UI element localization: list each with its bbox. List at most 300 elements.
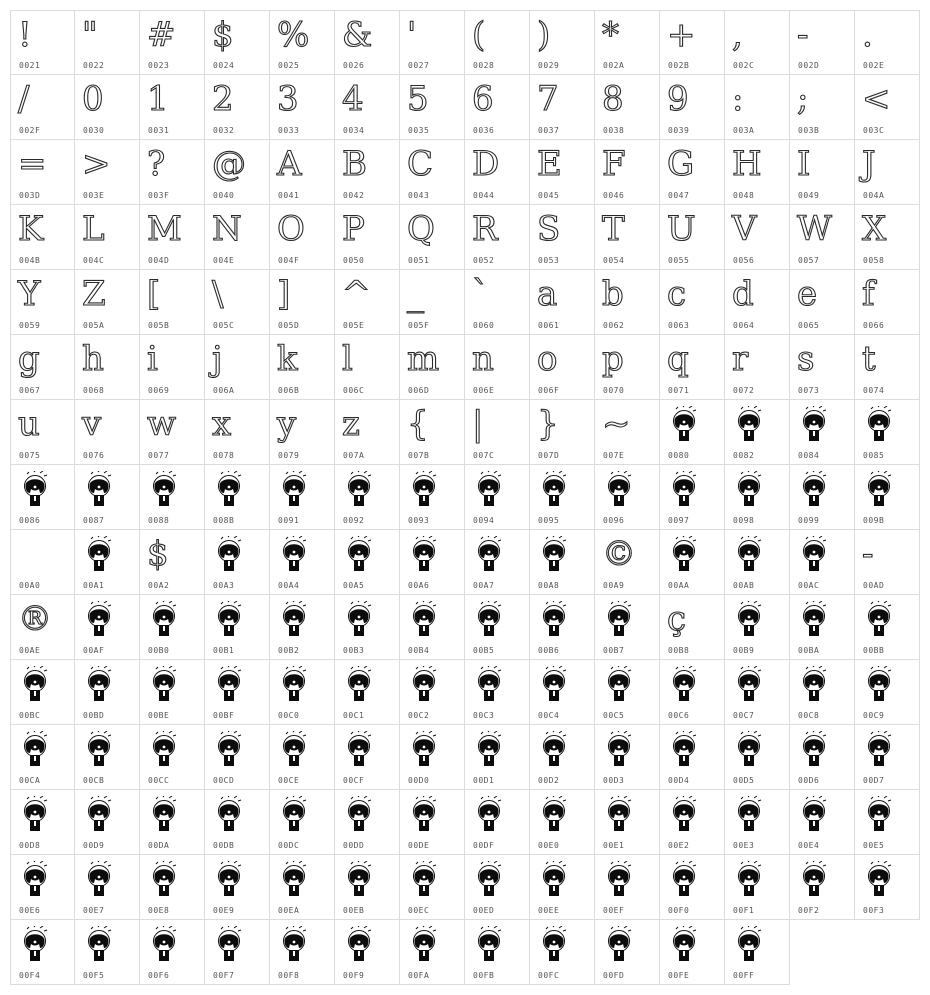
glyph-cell bbox=[205, 595, 270, 660]
glyph-cell bbox=[465, 270, 530, 335]
glyph-cell bbox=[335, 75, 400, 140]
glyph-cell bbox=[595, 205, 660, 270]
glyph-cell bbox=[725, 725, 790, 790]
glyph-code: 007C bbox=[473, 451, 495, 460]
glyph-character: P bbox=[342, 209, 365, 249]
glyph-cell bbox=[270, 725, 335, 790]
glyph-code: 0049 bbox=[798, 191, 820, 200]
glyph-code: 00B1 bbox=[213, 646, 235, 655]
glyph-code: 00F0 bbox=[668, 906, 690, 915]
glyph-character: + bbox=[667, 15, 696, 55]
glyph-code: 0050 bbox=[343, 256, 365, 265]
glyph-cell bbox=[270, 335, 335, 400]
glyph-character: % bbox=[277, 15, 310, 55]
glyph-code: 00FD bbox=[603, 971, 625, 980]
glyph-character: z bbox=[342, 404, 360, 444]
glyph-code: 0062 bbox=[603, 321, 625, 330]
glyph-code: 00F4 bbox=[19, 971, 41, 980]
glyph-code: 00E3 bbox=[733, 841, 755, 850]
glyph-cell bbox=[855, 790, 920, 855]
glyph-cell bbox=[270, 790, 335, 855]
glyph-code: 0038 bbox=[603, 126, 625, 135]
glyph-code: 0026 bbox=[343, 61, 365, 70]
glyph-character: K bbox=[18, 209, 44, 249]
glyph-cell bbox=[725, 595, 790, 660]
glyph-character: ? bbox=[147, 144, 166, 184]
glyph-cell bbox=[10, 10, 75, 75]
glyph-code: 0097 bbox=[668, 516, 690, 525]
glyph-code: 00D2 bbox=[538, 776, 560, 785]
glyph-character: N bbox=[212, 209, 242, 249]
glyph-cell bbox=[205, 335, 270, 400]
glyph-cell bbox=[595, 920, 660, 985]
glyph-cell bbox=[400, 660, 465, 725]
glyph-cell bbox=[855, 270, 920, 335]
glyph-code: 00EC bbox=[408, 906, 430, 915]
glyph-code: 00F1 bbox=[733, 906, 755, 915]
glyph-code: 0029 bbox=[538, 61, 560, 70]
glyph-cell bbox=[595, 335, 660, 400]
glyph-character: 6 bbox=[472, 79, 494, 119]
glyph-code: 0043 bbox=[408, 191, 430, 200]
glyph-code: 00C5 bbox=[603, 711, 625, 720]
glyph-code: 004A bbox=[863, 191, 885, 200]
glyph-code: 0034 bbox=[343, 126, 365, 135]
glyph-cell bbox=[465, 530, 530, 595]
glyph-code: 00EB bbox=[343, 906, 365, 915]
glyph-code: 00A2 bbox=[148, 581, 170, 590]
glyph-cell bbox=[140, 205, 205, 270]
glyph-code: 00AB bbox=[733, 581, 755, 590]
glyph-cell bbox=[205, 75, 270, 140]
glyph-cell bbox=[270, 10, 335, 75]
glyph-code: 00D4 bbox=[668, 776, 690, 785]
glyph-character: y bbox=[277, 404, 297, 444]
glyph-character: D bbox=[472, 144, 500, 184]
glyph-code: 00D8 bbox=[19, 841, 41, 850]
glyph-cell bbox=[10, 400, 75, 465]
glyph-cell bbox=[335, 270, 400, 335]
glyph-character: U bbox=[667, 209, 696, 249]
glyph-code: 00A8 bbox=[538, 581, 560, 590]
glyph-code: 007A bbox=[343, 451, 365, 460]
glyph-cell bbox=[660, 205, 725, 270]
glyph-code: 00A1 bbox=[83, 581, 105, 590]
glyph-code: 00DB bbox=[213, 841, 235, 850]
glyph-character: ~ bbox=[602, 404, 631, 444]
glyph-code: 0098 bbox=[733, 516, 755, 525]
glyph-cell bbox=[270, 75, 335, 140]
glyph-cell bbox=[10, 595, 75, 660]
glyph-cell bbox=[855, 75, 920, 140]
glyph-cell bbox=[270, 530, 335, 595]
glyph-cell bbox=[400, 270, 465, 335]
glyph-cell bbox=[660, 595, 725, 660]
glyph-character: : bbox=[732, 79, 744, 119]
glyph-character: t bbox=[862, 339, 876, 379]
glyph-cell bbox=[10, 270, 75, 335]
glyph-code: 0065 bbox=[798, 321, 820, 330]
glyph-cell bbox=[270, 270, 335, 335]
glyph-cell bbox=[205, 270, 270, 335]
glyph-code: 00D1 bbox=[473, 776, 495, 785]
glyph-cell bbox=[335, 140, 400, 205]
glyph-code: 00E7 bbox=[83, 906, 105, 915]
glyph-code: 0095 bbox=[538, 516, 560, 525]
glyph-code: 00C6 bbox=[668, 711, 690, 720]
glyph-code: 0093 bbox=[408, 516, 430, 525]
glyph-code: 005F bbox=[408, 321, 430, 330]
glyph-cell bbox=[270, 205, 335, 270]
glyph-code: 00A5 bbox=[343, 581, 365, 590]
glyph-cell bbox=[725, 140, 790, 205]
glyph-code: 0092 bbox=[343, 516, 365, 525]
glyph-code: 00BB bbox=[863, 646, 885, 655]
glyph-character: ( bbox=[472, 15, 486, 55]
glyph-character: 3 bbox=[277, 79, 299, 119]
glyph-cell bbox=[335, 205, 400, 270]
glyph-cell bbox=[205, 10, 270, 75]
glyph-cell bbox=[530, 530, 595, 595]
glyph-cell bbox=[10, 75, 75, 140]
glyph-cell bbox=[790, 725, 855, 790]
glyph-code: 003C bbox=[863, 126, 885, 135]
glyph-code: 0051 bbox=[408, 256, 430, 265]
glyph-character: ^ bbox=[342, 274, 371, 314]
glyph-cell bbox=[75, 660, 140, 725]
glyph-cell bbox=[725, 790, 790, 855]
glyph-character: 1 bbox=[147, 79, 169, 119]
glyph-cell bbox=[855, 335, 920, 400]
glyph-code: 00DA bbox=[148, 841, 170, 850]
glyph-cell bbox=[75, 855, 140, 920]
glyph-cell bbox=[660, 10, 725, 75]
glyph-cell bbox=[205, 855, 270, 920]
glyph-cell bbox=[660, 855, 725, 920]
glyph-cell bbox=[400, 465, 465, 530]
glyph-code: 0085 bbox=[863, 451, 885, 460]
glyph-cell bbox=[790, 140, 855, 205]
glyph-character: g bbox=[18, 339, 40, 379]
glyph-cell bbox=[725, 855, 790, 920]
glyph-character: 5 bbox=[407, 79, 429, 119]
glyph-cell bbox=[465, 660, 530, 725]
glyph-cell bbox=[335, 335, 400, 400]
glyph-cell bbox=[75, 530, 140, 595]
glyph-cell bbox=[790, 335, 855, 400]
glyph-character: $ bbox=[147, 534, 169, 574]
glyph-code: 0037 bbox=[538, 126, 560, 135]
glyph-code: 00C9 bbox=[863, 711, 885, 720]
glyph-code: 0042 bbox=[343, 191, 365, 200]
glyph-character: f bbox=[862, 274, 875, 314]
glyph-cell bbox=[530, 660, 595, 725]
glyph-code: 0067 bbox=[19, 386, 41, 395]
glyph-code: 0080 bbox=[668, 451, 690, 460]
glyph-character: 2 bbox=[212, 79, 234, 119]
glyph-code: 0066 bbox=[863, 321, 885, 330]
glyph-code: 00EA bbox=[278, 906, 300, 915]
glyph-character: 8 bbox=[602, 79, 624, 119]
glyph-character: s bbox=[797, 339, 815, 379]
glyph-character: ` bbox=[472, 274, 489, 314]
glyph-cell bbox=[205, 140, 270, 205]
glyph-cell bbox=[530, 855, 595, 920]
glyph-code: 005D bbox=[278, 321, 300, 330]
glyph-code: 0086 bbox=[19, 516, 41, 525]
glyph-code: 0058 bbox=[863, 256, 885, 265]
glyph-code: 00A0 bbox=[19, 581, 41, 590]
glyph-cell bbox=[465, 595, 530, 660]
glyph-cell bbox=[790, 595, 855, 660]
glyph-cell bbox=[790, 660, 855, 725]
glyph-cell bbox=[855, 400, 920, 465]
glyph-cell bbox=[335, 465, 400, 530]
glyph-cell bbox=[140, 660, 205, 725]
glyph-character: T bbox=[602, 209, 625, 249]
glyph-character: L bbox=[82, 209, 105, 249]
glyph-code: 00D6 bbox=[798, 776, 820, 785]
glyph-code: 00CC bbox=[148, 776, 170, 785]
glyph-code: 00AF bbox=[83, 646, 105, 655]
glyph-character: ! bbox=[18, 15, 32, 55]
glyph-character: j bbox=[212, 339, 223, 379]
glyph-cell bbox=[75, 595, 140, 660]
glyph-cell bbox=[790, 855, 855, 920]
glyph-cell bbox=[725, 75, 790, 140]
glyph-cell bbox=[270, 595, 335, 660]
glyph-cell bbox=[595, 595, 660, 660]
glyph-code: 004C bbox=[83, 256, 105, 265]
glyph-code: 00BF bbox=[213, 711, 235, 720]
glyph-code: 002E bbox=[863, 61, 885, 70]
glyph-code: 00C3 bbox=[473, 711, 495, 720]
glyph-cell bbox=[270, 400, 335, 465]
glyph-cell bbox=[595, 790, 660, 855]
glyph-character: 0 bbox=[82, 79, 104, 119]
glyph-code: 005A bbox=[83, 321, 105, 330]
glyph-cell bbox=[400, 530, 465, 595]
glyph-code: 00EE bbox=[538, 906, 560, 915]
glyph-cell bbox=[855, 660, 920, 725]
glyph-code: 0036 bbox=[473, 126, 495, 135]
glyph-code: 00E9 bbox=[213, 906, 235, 915]
glyph-code: 00E0 bbox=[538, 841, 560, 850]
glyph-code: 002A bbox=[603, 61, 625, 70]
glyph-code: 0040 bbox=[213, 191, 235, 200]
glyph-character: k bbox=[277, 339, 298, 379]
glyph-cell bbox=[140, 75, 205, 140]
glyph-code: 0078 bbox=[213, 451, 235, 460]
glyph-cell bbox=[75, 270, 140, 335]
glyph-cell bbox=[790, 790, 855, 855]
glyph-code: 00DE bbox=[408, 841, 430, 850]
glyph-code: 0096 bbox=[603, 516, 625, 525]
glyph-code: 00D5 bbox=[733, 776, 755, 785]
glyph-code: 00CF bbox=[343, 776, 365, 785]
glyph-code: 0033 bbox=[278, 126, 300, 135]
glyph-character: ) bbox=[537, 15, 551, 55]
glyph-code: 00A7 bbox=[473, 581, 495, 590]
glyph-cell bbox=[75, 140, 140, 205]
glyph-cell bbox=[855, 855, 920, 920]
glyph-character: , bbox=[732, 15, 743, 55]
glyph-cell bbox=[400, 855, 465, 920]
glyph-character: _ bbox=[407, 274, 424, 314]
glyph-cell bbox=[530, 595, 595, 660]
glyph-cell bbox=[205, 530, 270, 595]
glyph-cell bbox=[465, 140, 530, 205]
glyph-character: d bbox=[732, 274, 754, 314]
glyph-code: 00BC bbox=[19, 711, 41, 720]
glyph-cell bbox=[660, 400, 725, 465]
glyph-character: B bbox=[342, 144, 367, 184]
glyph-code: 0099 bbox=[798, 516, 820, 525]
glyph-cell bbox=[465, 725, 530, 790]
glyph-cell bbox=[530, 10, 595, 75]
glyph-code: 0072 bbox=[733, 386, 755, 395]
glyph-cell bbox=[400, 725, 465, 790]
glyph-cell bbox=[725, 400, 790, 465]
glyph-cell bbox=[335, 530, 400, 595]
glyph-cell bbox=[335, 790, 400, 855]
glyph-character: Q bbox=[407, 209, 435, 249]
glyph-character: 7 bbox=[537, 79, 559, 119]
glyph-cell bbox=[725, 205, 790, 270]
glyph-cell bbox=[855, 530, 920, 595]
glyph-cell bbox=[855, 205, 920, 270]
glyph-cell bbox=[595, 400, 660, 465]
glyph-code: 00FA bbox=[408, 971, 430, 980]
glyph-code: 0028 bbox=[473, 61, 495, 70]
glyph-cell bbox=[530, 205, 595, 270]
glyph-code: 0073 bbox=[798, 386, 820, 395]
glyph-cell bbox=[10, 660, 75, 725]
glyph-cell bbox=[660, 270, 725, 335]
glyph-character: $ bbox=[212, 15, 234, 55]
glyph-code: 00E6 bbox=[19, 906, 41, 915]
glyph-code: 003A bbox=[733, 126, 755, 135]
glyph-cell bbox=[595, 725, 660, 790]
glyph-cell bbox=[660, 140, 725, 205]
glyph-cell bbox=[530, 400, 595, 465]
glyph-cell bbox=[75, 400, 140, 465]
glyph-cell bbox=[205, 920, 270, 985]
glyph-character: . bbox=[862, 15, 873, 55]
glyph-cell bbox=[270, 660, 335, 725]
glyph-cell bbox=[400, 140, 465, 205]
glyph-code: 002D bbox=[798, 61, 820, 70]
glyph-cell bbox=[10, 205, 75, 270]
glyph-code: 005B bbox=[148, 321, 170, 330]
glyph-code: 00D9 bbox=[83, 841, 105, 850]
glyph-character: u bbox=[18, 404, 40, 444]
glyph-cell bbox=[10, 920, 75, 985]
glyph-character: [ bbox=[147, 274, 161, 314]
glyph-cell bbox=[660, 335, 725, 400]
glyph-code: 0074 bbox=[863, 386, 885, 395]
glyph-code: 00CE bbox=[278, 776, 300, 785]
glyph-cell bbox=[530, 725, 595, 790]
glyph-cell bbox=[140, 270, 205, 335]
glyph-character: = bbox=[18, 144, 47, 184]
glyph-cell bbox=[75, 10, 140, 75]
glyph-code: 0030 bbox=[83, 126, 105, 135]
glyph-cell bbox=[10, 790, 75, 855]
glyph-cell bbox=[75, 725, 140, 790]
glyph-code: 00AA bbox=[668, 581, 690, 590]
glyph-cell bbox=[140, 530, 205, 595]
glyph-cell bbox=[140, 465, 205, 530]
glyph-code: 0057 bbox=[798, 256, 820, 265]
glyph-code: 0060 bbox=[473, 321, 495, 330]
glyph-character: - bbox=[797, 15, 809, 55]
glyph-code: 0046 bbox=[603, 191, 625, 200]
glyph-code: 00DF bbox=[473, 841, 495, 850]
glyph-cell bbox=[725, 335, 790, 400]
glyph-code: 0077 bbox=[148, 451, 170, 460]
glyph-character: a bbox=[537, 274, 558, 314]
glyph-cell bbox=[725, 10, 790, 75]
glyph-cell bbox=[595, 660, 660, 725]
glyph-cell bbox=[75, 465, 140, 530]
glyph-code: 00A6 bbox=[408, 581, 430, 590]
glyph-character: X bbox=[862, 209, 887, 249]
glyph-character: S bbox=[537, 209, 561, 249]
glyph-cell bbox=[530, 335, 595, 400]
glyph-code: 00A4 bbox=[278, 581, 300, 590]
glyph-code: 0056 bbox=[733, 256, 755, 265]
glyph-cell bbox=[400, 595, 465, 660]
glyph-character: J bbox=[862, 144, 876, 184]
glyph-character: © bbox=[602, 534, 636, 574]
glyph-character: e bbox=[797, 274, 818, 314]
glyph-character: - bbox=[862, 534, 874, 574]
glyph-code: 0022 bbox=[83, 61, 105, 70]
glyph-character: ® bbox=[18, 599, 52, 639]
glyph-character: p bbox=[602, 339, 624, 379]
glyph-code: 00BE bbox=[148, 711, 170, 720]
glyph-character: c bbox=[667, 274, 687, 314]
glyph-code: 0079 bbox=[278, 451, 300, 460]
glyph-code: 0091 bbox=[278, 516, 300, 525]
glyph-character: { bbox=[407, 404, 429, 444]
glyph-character: / bbox=[18, 79, 30, 119]
glyph-character: o bbox=[537, 339, 558, 379]
glyph-cell bbox=[465, 335, 530, 400]
glyph-code: 00E4 bbox=[798, 841, 820, 850]
glyph-code: 0025 bbox=[278, 61, 300, 70]
glyph-cell bbox=[400, 205, 465, 270]
glyph-code: 0048 bbox=[733, 191, 755, 200]
glyph-code: 00CA bbox=[19, 776, 41, 785]
glyph-cell bbox=[75, 335, 140, 400]
glyph-cell bbox=[595, 270, 660, 335]
glyph-cell bbox=[270, 465, 335, 530]
glyph-cell bbox=[725, 920, 790, 985]
glyph-cell bbox=[140, 790, 205, 855]
glyph-character: G bbox=[667, 144, 695, 184]
glyph-cell bbox=[855, 465, 920, 530]
glyph-character: w bbox=[147, 404, 177, 444]
glyph-code: 006E bbox=[473, 386, 495, 395]
glyph-cell bbox=[595, 140, 660, 205]
glyph-code: 00DD bbox=[343, 841, 365, 850]
glyph-code: 00C2 bbox=[408, 711, 430, 720]
glyph-character: I bbox=[797, 144, 811, 184]
glyph-code: 004E bbox=[213, 256, 235, 265]
glyph-code: 007B bbox=[408, 451, 430, 460]
